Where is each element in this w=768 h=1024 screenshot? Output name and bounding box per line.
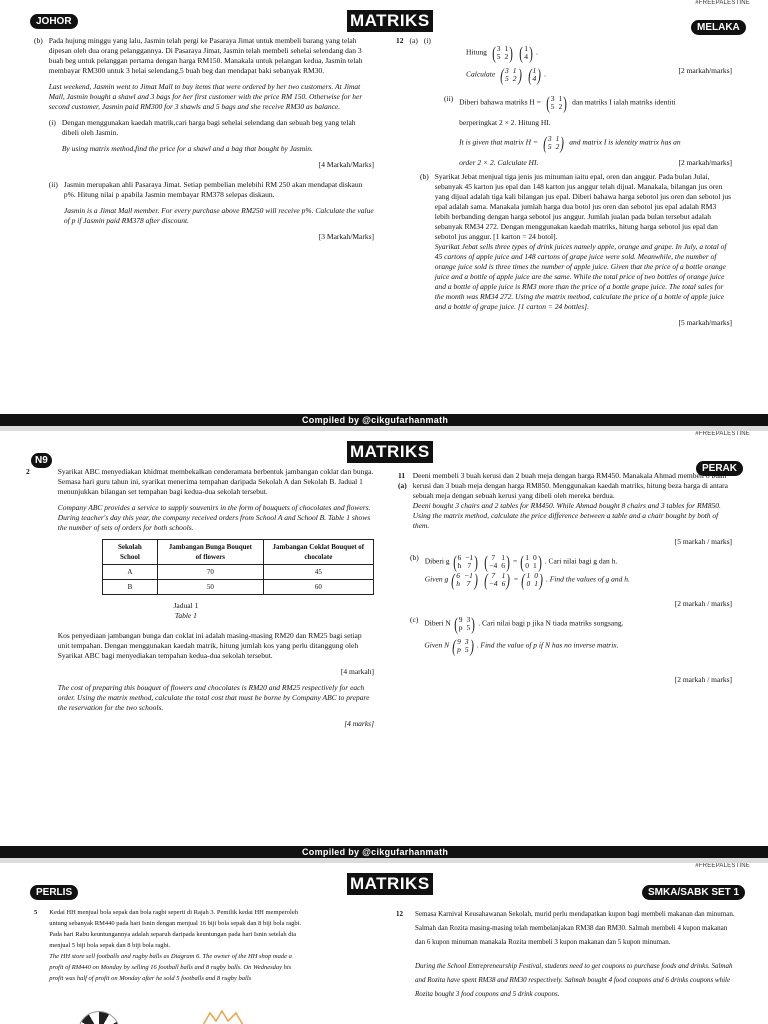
matrix-expression xyxy=(424,615,623,633)
matrix-cell: 0 xyxy=(533,553,537,562)
marks-label: [2 markah / marks] xyxy=(674,599,732,608)
subquestion-label: (i) xyxy=(48,118,56,127)
table-cell: B xyxy=(102,580,157,595)
matrix: ( 7 1 −4 6 ) xyxy=(484,570,511,590)
matrix-expression xyxy=(424,637,623,655)
part-label: (ii) xyxy=(444,94,454,103)
page-title: MATRIKS xyxy=(347,873,433,895)
matrix-cell: 4 xyxy=(524,52,528,61)
question-right xyxy=(398,471,732,691)
question-text-ms: Kos penyediaan jambangan bunga dan coklat ini adalah masing-masing RM20 dan RM25 bagi setiap unit tempahan. Dengan menggunakan kaedah matrik, hitung jumlah kos yang perlu ditanggung oleh Syarikat ABC bagi menyediakan tempahan kedua-dua sekolah tersebut. xyxy=(57,631,362,660)
matrix-cell: 7 xyxy=(467,561,472,570)
question-number: 12 xyxy=(396,910,403,918)
matrix-cell: 4 xyxy=(532,74,537,83)
matrix-expression: Given g ( 6 −1 h 7 ) ( 7 1 −4 6 ) = ( 1 0 0 1 ) . Find the values of g and h. xyxy=(424,570,630,590)
question-text-en: The cost of preparing this bouquet of flowers and chocolates is RM20 and RM25 respectively for each order. Using the matrix method, calculate the total cost that must be borne by Company ABC to prepare the reservation for the two schools. xyxy=(57,683,370,712)
matrix-cell: h xyxy=(456,579,461,588)
expression-label: Calculate xyxy=(466,69,496,79)
table-caption-ms: Jadual 1 xyxy=(173,601,199,610)
footer-credit: Compiled by @cikgufarhanmath xyxy=(302,415,449,425)
matrix-cell: 0 xyxy=(525,561,529,570)
matrix-cell: 6 xyxy=(457,553,462,562)
matrix-cell: 2 xyxy=(512,74,517,83)
question-right xyxy=(396,907,736,1007)
matrix-cell: p xyxy=(458,623,463,632)
matrix-cell: 9 xyxy=(457,637,461,646)
matrix-cell: 1 xyxy=(532,66,537,75)
part-label: (i) xyxy=(423,36,431,45)
table-cell: A xyxy=(102,565,157,580)
footer-credit: Compiled by @cikgufarhanmath xyxy=(302,847,449,857)
subquestion-text-ms: Jasmin merupakan ahli Pasaraya Jimat. Setiap pembelian melebihi RM 250 akan mendapat diskaun p%. Hitung nilai p apabila Jasmin membayar RM378 selepas diskaun. xyxy=(63,180,363,199)
expression-label: Hitung xyxy=(466,47,487,57)
table-header-row xyxy=(102,540,373,565)
matrix-expression: Calculate ( 3 1 5 2 ) ( 1 4 ) . [2 markah/marks] xyxy=(466,65,732,85)
table-cell: 70 xyxy=(158,565,264,580)
matrix-cell: 7 xyxy=(466,579,471,588)
marks-label: [2 markah/marks] xyxy=(678,66,732,75)
matrix-cell: 3 xyxy=(466,615,471,624)
matrix-cell: 1 xyxy=(524,44,528,53)
matrix-cell: 3 xyxy=(496,44,501,53)
matrix-cell: 1 xyxy=(526,571,531,580)
matrix-cell: 5 xyxy=(505,74,509,83)
matrix-cell: −4 xyxy=(488,579,498,588)
marks-label: [3 Markah/Marks] xyxy=(318,232,374,241)
question-text-en: Company ABC provides a service to supply souvenirs in the form of bouquets of chocolates and flowers. During teacher's day this year, the company received orders from School A and School B. Table 1 shows the number of sets of orders for both schools. xyxy=(57,503,371,532)
matrix-cell: 2 xyxy=(558,102,563,111)
matrix-cell: 1 xyxy=(533,561,537,570)
state-badge-left: PERLIS xyxy=(30,885,78,900)
table-caption-en: Table 1 xyxy=(174,611,197,620)
matrix-h: ( 3 1 5 2 ) xyxy=(545,93,568,113)
question-text-en: Last weekend, Jasmin went to Jimat Mall to buy items that were ordered by her two customers. At Jimat Mall, Jasmin bought a shawl and 3 bags for her first customer with the price RM 150. Otherwise for her second customer, Jasmin paid RM300 for 3 shawls and 5 bags and she receive RM30 as balance. xyxy=(48,82,363,111)
matrix-cell: 1 xyxy=(558,94,563,103)
matrix-n: ( 9 3 p 5 ) xyxy=(452,636,474,656)
question-right xyxy=(396,36,732,334)
matrix-cell: 2 xyxy=(504,52,509,61)
subquestion-text-ms: berperingkat 2 × 2. Hitung HI. xyxy=(459,118,551,127)
question-number: 12 xyxy=(396,36,404,45)
question-text-ms: Syarikat Jebat menjual tiga jenis jus minuman iaitu epal, oren dan anggur. Pada bulan Julai, sebanyak 45 karton jus epal dan 148 karton jus anggur telah dijual. Manakala, bilangan jus oren yang dijual adalah tiga kali bilangan jus epal. Diberi bahawa harga sebotol jus oren dan sebotol jus epal adalah sama. Manakala jumlah harga dua botol jus oren dan sebotol jus epal adalah RM3 lebih berbanding dengan harga sebotol jus anggur. Jumlah jualan pada bulan tersebut adalah sebanyak RM34 272. Dengan menggunakan kaedah matriks, hitung harga sebotol jus epal dan sebotol jus anggur. [1 karton = 24 botol]. xyxy=(434,172,731,241)
matrix-cell: −4 xyxy=(489,561,498,570)
matrix: ( 1 0 0 1 ) xyxy=(521,570,543,590)
matrix: ( 3 1 5 2 ) xyxy=(491,43,514,63)
subquestion-text-en: order 2 × 2. Calculate HI. xyxy=(459,158,539,167)
marks-label: [4 marks] xyxy=(344,719,374,728)
matrix: ( 1 4 ) xyxy=(519,43,533,63)
matrix-cell: p xyxy=(457,645,461,654)
expression-label: Given N xyxy=(424,640,450,650)
part-label: (a) xyxy=(409,36,418,45)
matrix-expression: Hitung ( 3 1 5 2 ) ( 1 4 ) . xyxy=(466,43,538,63)
top-tag: #FREEPALESTINE xyxy=(695,0,750,6)
page-3 xyxy=(0,863,768,1024)
question-label: (b) xyxy=(34,36,43,45)
marks-label: [2 markah/marks] xyxy=(678,158,732,167)
table-cell: 60 xyxy=(263,580,373,595)
page-2 xyxy=(0,431,768,858)
matrix-cell: 3 xyxy=(547,134,552,143)
expression-label: Given g xyxy=(424,574,449,584)
subquestion-text-en: It is given that matrix H = xyxy=(459,137,538,147)
matrix-cell: 7 xyxy=(491,553,496,562)
matrix-cell: 3 xyxy=(505,66,509,75)
matrix-cell: 1 xyxy=(501,553,506,562)
matrix: ( 1 0 0 1 ) xyxy=(520,552,542,572)
part-label: (b) xyxy=(420,172,429,181)
question-text-ms: Syarikat ABC menyediakan khidmat membekalkan cenderamata berbentuk jambangan coklat dan bunga. Semasa hari guru tahun ini, syarikat menerima tempahan daripada Sekolah A dan Sekolah B. Jadual 1 menunjukkan bilangan set tempahan bagi kedua-dua sekolah tersebut. xyxy=(57,467,374,496)
question-text-en: The HH store sell footballs and rugby balls as Diagram 6. The owner of the HH shop made a profit of RM440 on Monday by selling 16 football balls and 8 rugby balls. On Wednesday his profit was half of profit on Monday after he sold 5 footballs and 8 rugby balls xyxy=(49,953,292,982)
table-header: Sekolah School xyxy=(102,540,157,565)
top-tag: #FREEPALESTINE xyxy=(695,431,750,437)
table-row xyxy=(102,565,373,580)
question-left xyxy=(26,467,374,735)
top-tag: #FREEPALESTINE xyxy=(695,863,750,869)
question-text-ms: Deeni membeli 3 buah kerusi dan 2 buah meja dengan harga RM450. Manakala Ahmad membeli 8 buah kerusi dan 3 buah meja dengan harga RM850. Menggunakan kaedah matriks, hitung beza harga di antara sebuah meja dengan sebuah kerusi yang dibeli oleh mereka berdua. xyxy=(412,471,728,500)
question-text-en: Deeni bought 3 chairs and 2 tables for RM450. While Ahmad bought 8 chairs and 3 tables for RM850. Using the matrix method, calculate the price difference between a table and a chair bought by both of them. xyxy=(412,501,721,530)
question-text-en: During the School Entrepreneurship Festival, students need to get coupons to purchase foods and drinks. Salmah and Rozita have spent RM38 and RM30 respectively. Salmah bought 4 food coupons and 6 drinks coupons while Rozita bought 3 food coupons and 5 drink coupons. xyxy=(415,962,733,998)
matrix: ( 1 4 ) xyxy=(527,65,542,85)
marks-label: [2 markah / marks] xyxy=(674,675,732,684)
subquestion-text-en: . Find the value of p if N has no inverse matrix. xyxy=(476,640,619,650)
marks-label: [4 Markah/Marks] xyxy=(318,160,374,169)
page-title: MATRIKS xyxy=(347,441,433,463)
matrix-cell: 5 xyxy=(464,645,469,654)
question-left xyxy=(34,36,374,248)
matrix: ( 6 −1 h 7 ) xyxy=(452,552,479,572)
matrix-cell: 1 xyxy=(525,553,529,562)
subquestion-text-ms: . Cari nilai bagi p jika N tiada matriks songsang. xyxy=(478,618,624,628)
page-1 xyxy=(0,0,768,426)
matrix-cell: 3 xyxy=(464,637,469,646)
subquestion-text-en: . Find the values of g and h. xyxy=(545,574,630,584)
matrix-cell: 7 xyxy=(491,571,496,580)
subquestion-text-en: and matrix I is identity matrix has an xyxy=(569,137,681,147)
subquestion-text-ms: Diberi bahawa matriks H = xyxy=(459,97,541,107)
matrix-cell: 6 xyxy=(456,571,461,580)
matrix-cell: 1 xyxy=(512,66,517,75)
matrix-h: ( 3 1 5 2 ) xyxy=(543,133,565,153)
matrix-cell: 1 xyxy=(501,571,506,580)
matrix-cell: 3 xyxy=(550,94,555,103)
matrix-cell: 6 xyxy=(501,561,506,570)
matrix-cell: 1 xyxy=(555,134,560,143)
state-badge-left: JOHOR xyxy=(30,14,78,29)
matrix-cell: 5 xyxy=(466,623,471,632)
matrix-cell: 5 xyxy=(496,52,501,61)
question-text-ms: Kedai HH menjual bola sepak dan bola ragbi seperti di Rajah 3. Pemilik kedai HH memperoleh untung sebanyak RM440 pada hari Isnin dengan menjual 16 biji bola sepak dan 8 biji bola ragbi. Pada hari Rabu keuntungannya adalah separuh daripada keuntungan pada hari Isnin setelah dia menjual 5 biji bola sepak dan 8 biji bola ragbi. xyxy=(49,909,302,949)
expression-label: Diberi N xyxy=(424,618,451,628)
question-number: 5 xyxy=(34,909,38,916)
state-badge-left: N9 xyxy=(31,453,52,468)
matrix-cell: 1 xyxy=(534,579,538,588)
expression-label: Diberi g xyxy=(424,556,450,566)
subquestion-text-ms: dan matriks I ialah matriks identiti xyxy=(572,97,676,107)
marks-label: [5 markah / marks] xyxy=(674,537,732,546)
state-badge-right: PERAK xyxy=(696,461,743,476)
matrix-n: ( 9 3 p 5 ) xyxy=(453,614,476,634)
table-header: Jambangan Coklat Bouquet of chocolate xyxy=(263,540,373,565)
question-number: 11 (a) xyxy=(398,471,407,490)
subquestion-text-en: By using matrix method,find the price for a shawl and a bag that bought by Jasmin. xyxy=(61,144,313,153)
matrix-cell: −1 xyxy=(464,571,473,580)
state-badge-right: MELAKA xyxy=(691,20,746,35)
matrix: ( 3 1 5 2 ) xyxy=(500,65,522,85)
matrix-cell: −1 xyxy=(465,553,474,562)
part-label: (c) xyxy=(410,615,419,624)
matrix-cell: 2 xyxy=(555,142,560,151)
subquestion-text-ms: . Cari nilai bagi g dan h. xyxy=(544,556,618,566)
marks-label: [4 markah] xyxy=(340,667,374,676)
rugby-ball-image xyxy=(198,1007,248,1024)
page-title: MATRIKS xyxy=(347,10,433,32)
question-text-ms: Semasa Karnival Keusahawanan Sekolah, murid perlu mendapatkan kupon bagi membeli makanan dan minuman. Salmah dan Rozita masing-masing telah membelanjakan RM38 dan RM30. Salmah membeli 4 kupon makanan dan 6 kupon minuman manakala Rozita membeli 3 kupon makanan dan 5 kupon minuman. xyxy=(415,910,735,946)
football-image xyxy=(78,1011,120,1024)
matrix-cell: 5 xyxy=(547,142,552,151)
state-badge-right: SMKA/SABK SET 1 xyxy=(642,885,745,900)
question-number: 2 xyxy=(26,467,30,476)
question-text-ms: Pada hujung minggu yang lalu, Jasmin telah pergi ke Pasaraya Jimat untuk membeli barang yang telah dipesan oleh dua orang pelanggannya. Di Pasaraya Jimat, Jasmin telah membeli sehelai selendang dan 3 buah beg untuk pelanggan pertama dengan harga RM150. Manakala untuk pelangan kedua, Jasmin telah membayar RM300 untuk 3 helai selendang,5 buah beg dan mendapat baki sebanyak RM30. xyxy=(48,36,363,75)
matrix-cell: 1 xyxy=(504,44,509,53)
matrix-cell: 9 xyxy=(458,615,463,624)
question-left xyxy=(34,907,304,990)
table-cell: 50 xyxy=(158,580,264,595)
matrix-cell: 5 xyxy=(550,102,555,111)
part-label: (b) xyxy=(410,553,419,562)
matrix-cell: h xyxy=(457,561,462,570)
matrix-cell: 6 xyxy=(501,579,506,588)
orders-table xyxy=(102,539,374,595)
subquestion-text-ms: Dengan menggunakan kaedah matrik,cari harga bagi sehelai selendang dan sebuah beg yang telah dibeli oleh Jasmin. xyxy=(61,118,356,137)
matrix-expression: Diberi g ( 6 −1 h 7 ) ( 7 1 −4 6 ) = ( 1 0 0 1 ) . Cari nilai bagi g dan h. xyxy=(424,552,618,572)
matrix: ( 6 −1 h 7 ) xyxy=(451,570,478,590)
question-text-en: Syarikat Jebat sells three types of drink juices namely apple, orange and grape. In July, a total of 45 cartons of apple juice and 148 cartons of grape juice were sold. Meanwhile, the number of orange juice sold is three times the number of apple juice. Given that the price of a bottle orange juice and a bottle of apple juice are the same. While the total price of two bottles of orange juice and a bottle of apple juice is RM3 more than the price of a bottle grape juice. The total sales for the month was RM34 272. Using the matrix method, calculate the price of a bottle of apple juice and a bottle of grape juice. [1 carton = 24 bottles]. xyxy=(434,242,727,311)
subquestion-label: (ii) xyxy=(48,180,58,189)
table-header: Jambangan Bunga Bouquet of flowers xyxy=(158,540,264,565)
table-row xyxy=(102,580,373,595)
matrix-cell: 0 xyxy=(526,579,531,588)
table-cell: 45 xyxy=(263,565,373,580)
subquestion-text-en: Jasmin is a Jimat Mall member. For every purchase above RM250 will receive p%. Calculate the value of p if Jasmin paid RM378 after discount. xyxy=(63,206,374,225)
matrix-cell: 0 xyxy=(534,571,538,580)
marks-label: [5 markah/marks] xyxy=(678,318,732,327)
matrix: ( 7 1 −4 6 ) xyxy=(484,552,510,572)
